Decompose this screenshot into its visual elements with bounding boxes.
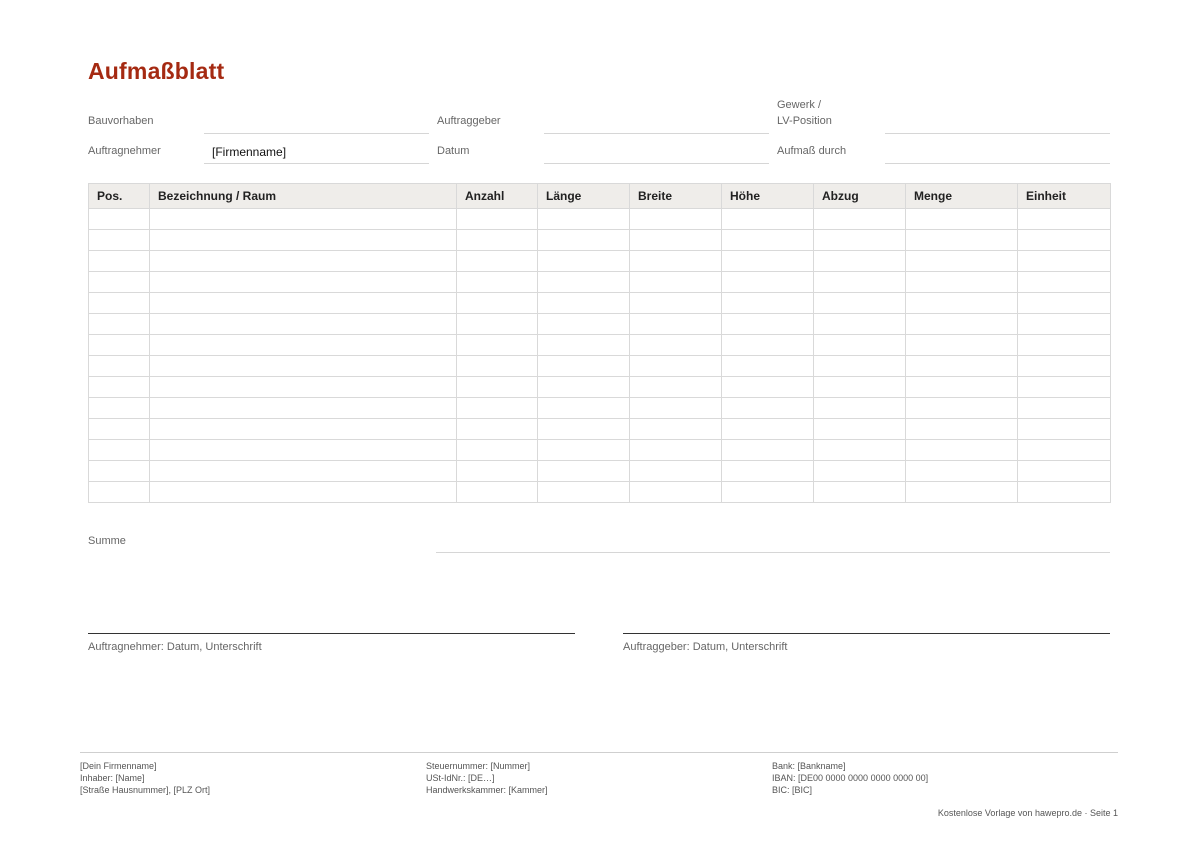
table-cell[interactable] [906, 209, 1018, 230]
table-cell[interactable] [457, 461, 538, 482]
table-body [89, 209, 1111, 503]
table-cell[interactable] [1018, 335, 1111, 356]
table-row [89, 272, 1111, 293]
table-row [89, 377, 1111, 398]
table-cell[interactable] [1018, 251, 1111, 272]
table-cell[interactable] [89, 251, 150, 272]
table-cell[interactable] [722, 377, 814, 398]
table-cell[interactable] [722, 293, 814, 314]
table-cell[interactable] [1018, 377, 1111, 398]
table-row [89, 419, 1111, 440]
col-header-bezeichnung: Bezeichnung / Raum [150, 184, 457, 209]
col-header-pos: Pos. [89, 184, 150, 209]
table-cell[interactable] [906, 461, 1018, 482]
table-cell[interactable] [722, 482, 814, 503]
table-cell[interactable] [722, 314, 814, 335]
gewerk-label-line2: LV-Position [777, 115, 832, 127]
table-cell[interactable] [150, 356, 457, 377]
table-cell[interactable] [1018, 209, 1111, 230]
table-cell[interactable] [630, 209, 722, 230]
table-row [89, 251, 1111, 272]
table-row [89, 461, 1111, 482]
table-cell[interactable] [89, 440, 150, 461]
bauvorhaben-label: Bauvorhaben [88, 115, 154, 127]
table-cell[interactable] [89, 314, 150, 335]
table-row [89, 293, 1111, 314]
footer-iban: IBAN: [DE00 0000 0000 0000 0000 00] [772, 773, 929, 783]
col-header-abzug: Abzug [814, 184, 906, 209]
footer-divider [80, 752, 1118, 753]
table-cell[interactable] [89, 398, 150, 419]
auftragnehmer-value[interactable]: [Firmenname] [212, 145, 287, 159]
table-cell[interactable] [150, 230, 457, 251]
table-row [89, 209, 1111, 230]
table-cell[interactable] [89, 461, 150, 482]
table-cell[interactable] [814, 251, 906, 272]
table-cell[interactable] [538, 251, 630, 272]
table-cell[interactable] [630, 461, 722, 482]
table-cell[interactable] [630, 293, 722, 314]
bauvorhaben-field[interactable] [204, 133, 429, 134]
table-cell[interactable] [814, 377, 906, 398]
table-cell[interactable] [814, 461, 906, 482]
table-cell[interactable] [906, 377, 1018, 398]
table-cell[interactable] [722, 461, 814, 482]
table-cell[interactable] [814, 230, 906, 251]
table-cell[interactable] [630, 314, 722, 335]
table-cell[interactable] [538, 398, 630, 419]
table-cell[interactable] [150, 377, 457, 398]
table-cell[interactable] [89, 482, 150, 503]
table-row [89, 440, 1111, 461]
table-cell[interactable] [457, 398, 538, 419]
table-cell[interactable] [814, 335, 906, 356]
table-cell[interactable] [89, 335, 150, 356]
table-cell[interactable] [1018, 398, 1111, 419]
table-cell[interactable] [150, 398, 457, 419]
table-cell[interactable] [89, 272, 150, 293]
summe-label: Summe [88, 535, 126, 547]
footer-address: [Straße Hausnummer], [PLZ Ort] [80, 785, 211, 795]
table-cell[interactable] [906, 440, 1018, 461]
table-cell[interactable] [722, 356, 814, 377]
table-cell[interactable] [150, 440, 457, 461]
table-cell[interactable] [814, 356, 906, 377]
table-cell[interactable] [457, 293, 538, 314]
table-cell[interactable] [89, 293, 150, 314]
gewerk-field[interactable] [885, 133, 1110, 134]
col-header-breite: Breite [630, 184, 722, 209]
table-cell[interactable] [538, 314, 630, 335]
table-cell[interactable] [906, 356, 1018, 377]
table-cell[interactable] [722, 419, 814, 440]
table-row [89, 398, 1111, 419]
aufmass-durch-field[interactable] [885, 163, 1110, 164]
table-row [89, 482, 1111, 503]
signature-label-right: Auftraggeber: Datum, Unterschrift [623, 641, 788, 653]
table-cell[interactable] [538, 293, 630, 314]
table-cell[interactable] [150, 419, 457, 440]
aufmass-durch-label: Aufmaß durch [777, 145, 847, 157]
table-cell[interactable] [906, 335, 1018, 356]
table-cell[interactable] [150, 335, 457, 356]
table-cell[interactable] [630, 440, 722, 461]
table-cell[interactable] [457, 272, 538, 293]
table-cell[interactable] [722, 335, 814, 356]
table-cell[interactable] [457, 314, 538, 335]
table-cell[interactable] [457, 209, 538, 230]
table-cell[interactable] [150, 272, 457, 293]
table-cell[interactable] [1018, 482, 1111, 503]
table-cell[interactable] [814, 209, 906, 230]
table-cell[interactable] [457, 251, 538, 272]
table-header-row [89, 184, 1111, 209]
col-header-einheit: Einheit [1018, 184, 1111, 209]
table-cell[interactable] [1018, 272, 1111, 293]
footer-bank [772, 760, 928, 796]
table-cell[interactable] [538, 419, 630, 440]
table-row [89, 335, 1111, 356]
footer-owner: Inhaber: [Name] [80, 773, 145, 783]
table-cell[interactable] [538, 356, 630, 377]
table-cell[interactable] [1018, 440, 1111, 461]
signature-label-left: Auftragnehmer: Datum, Unterschrift [88, 641, 262, 653]
table-cell[interactable] [630, 335, 722, 356]
table-cell[interactable] [630, 230, 722, 251]
footer-bankname: Bank: [Bankname] [772, 761, 846, 771]
table-cell[interactable] [457, 419, 538, 440]
table-cell[interactable] [538, 461, 630, 482]
table-cell[interactable] [722, 398, 814, 419]
table-cell[interactable] [538, 482, 630, 503]
table-cell[interactable] [89, 209, 150, 230]
table-cell[interactable] [150, 482, 457, 503]
table-cell[interactable] [630, 356, 722, 377]
table-cell[interactable] [1018, 419, 1111, 440]
table-cell[interactable] [814, 419, 906, 440]
table-cell[interactable] [1018, 356, 1111, 377]
footer-bic: BIC: [BIC] [772, 785, 813, 795]
table-cell[interactable] [722, 230, 814, 251]
datum-label: Datum [437, 145, 470, 157]
table-cell[interactable] [457, 482, 538, 503]
table-cell[interactable] [538, 230, 630, 251]
table-cell[interactable] [457, 440, 538, 461]
table-cell[interactable] [906, 251, 1018, 272]
table-cell[interactable] [722, 272, 814, 293]
table-cell[interactable] [1018, 461, 1111, 482]
table-cell[interactable] [538, 335, 630, 356]
table-cell[interactable] [814, 398, 906, 419]
table-cell[interactable] [89, 230, 150, 251]
page-title: Aufmaßblatt [88, 58, 225, 84]
table-cell[interactable] [538, 377, 630, 398]
table-cell[interactable] [814, 482, 906, 503]
table-cell[interactable] [630, 272, 722, 293]
table-cell[interactable] [150, 293, 457, 314]
table-cell[interactable] [150, 314, 457, 335]
gewerk-label-line1: Gewerk / [777, 99, 822, 111]
table-cell[interactable] [814, 440, 906, 461]
footer-credit: Kostenlose Vorlage von hawepro.de · Seite 1 [937, 808, 1118, 818]
table-cell[interactable] [89, 419, 150, 440]
table-cell[interactable] [814, 293, 906, 314]
table-cell[interactable] [814, 314, 906, 335]
summe-field[interactable] [436, 552, 1110, 553]
auftraggeber-label: Auftraggeber [437, 115, 501, 127]
table-cell[interactable] [457, 335, 538, 356]
table-cell[interactable] [906, 314, 1018, 335]
col-header-hoehe: Höhe [722, 184, 814, 209]
aufmass-table [88, 183, 1111, 503]
table-cell[interactable] [906, 398, 1018, 419]
col-header-menge: Menge [906, 184, 1018, 209]
table-cell[interactable] [630, 398, 722, 419]
table-cell[interactable] [906, 230, 1018, 251]
table-cell[interactable] [630, 419, 722, 440]
footer-company-name: [Dein Firmenname] [80, 761, 157, 771]
footer-ustid: USt-IdNr.: [DE…] [426, 773, 495, 783]
footer-handwerkskammer: Handwerkskammer: [Kammer] [426, 785, 548, 795]
table-cell[interactable] [89, 356, 150, 377]
table-row [89, 314, 1111, 335]
table-cell[interactable] [457, 356, 538, 377]
table-cell[interactable] [722, 440, 814, 461]
table-cell[interactable] [150, 251, 457, 272]
table-cell[interactable] [538, 209, 630, 230]
signature-line-left[interactable] [88, 633, 575, 634]
table-cell[interactable] [630, 377, 722, 398]
col-header-anzahl: Anzahl [457, 184, 538, 209]
table-cell[interactable] [906, 419, 1018, 440]
table-cell[interactable] [906, 482, 1018, 503]
table-cell[interactable] [538, 272, 630, 293]
table-cell[interactable] [630, 482, 722, 503]
footer-tax [426, 760, 548, 796]
table-cell[interactable] [722, 251, 814, 272]
datum-field[interactable] [544, 163, 769, 164]
table-cell[interactable] [814, 272, 906, 293]
signature-line-right[interactable] [623, 633, 1110, 634]
table-cell[interactable] [906, 293, 1018, 314]
col-header-laenge: Länge [538, 184, 630, 209]
footer-company [80, 760, 210, 796]
table-row [89, 356, 1111, 377]
table-cell[interactable] [538, 440, 630, 461]
table-row [89, 230, 1111, 251]
table-cell[interactable] [1018, 293, 1111, 314]
auftragnehmer-field[interactable] [204, 163, 429, 164]
table-cell[interactable] [630, 251, 722, 272]
table-cell[interactable] [1018, 314, 1111, 335]
auftraggeber-field[interactable] [544, 133, 769, 134]
table-cell[interactable] [457, 230, 538, 251]
footer-steuernummer: Steuernummer: [Nummer] [426, 761, 531, 771]
auftragnehmer-label: Auftragnehmer [88, 145, 161, 157]
table-cell[interactable] [89, 377, 150, 398]
table-cell[interactable] [150, 209, 457, 230]
table-cell[interactable] [457, 377, 538, 398]
table-cell[interactable] [906, 272, 1018, 293]
table-cell[interactable] [722, 209, 814, 230]
table-cell[interactable] [150, 461, 457, 482]
table-cell[interactable] [1018, 230, 1111, 251]
